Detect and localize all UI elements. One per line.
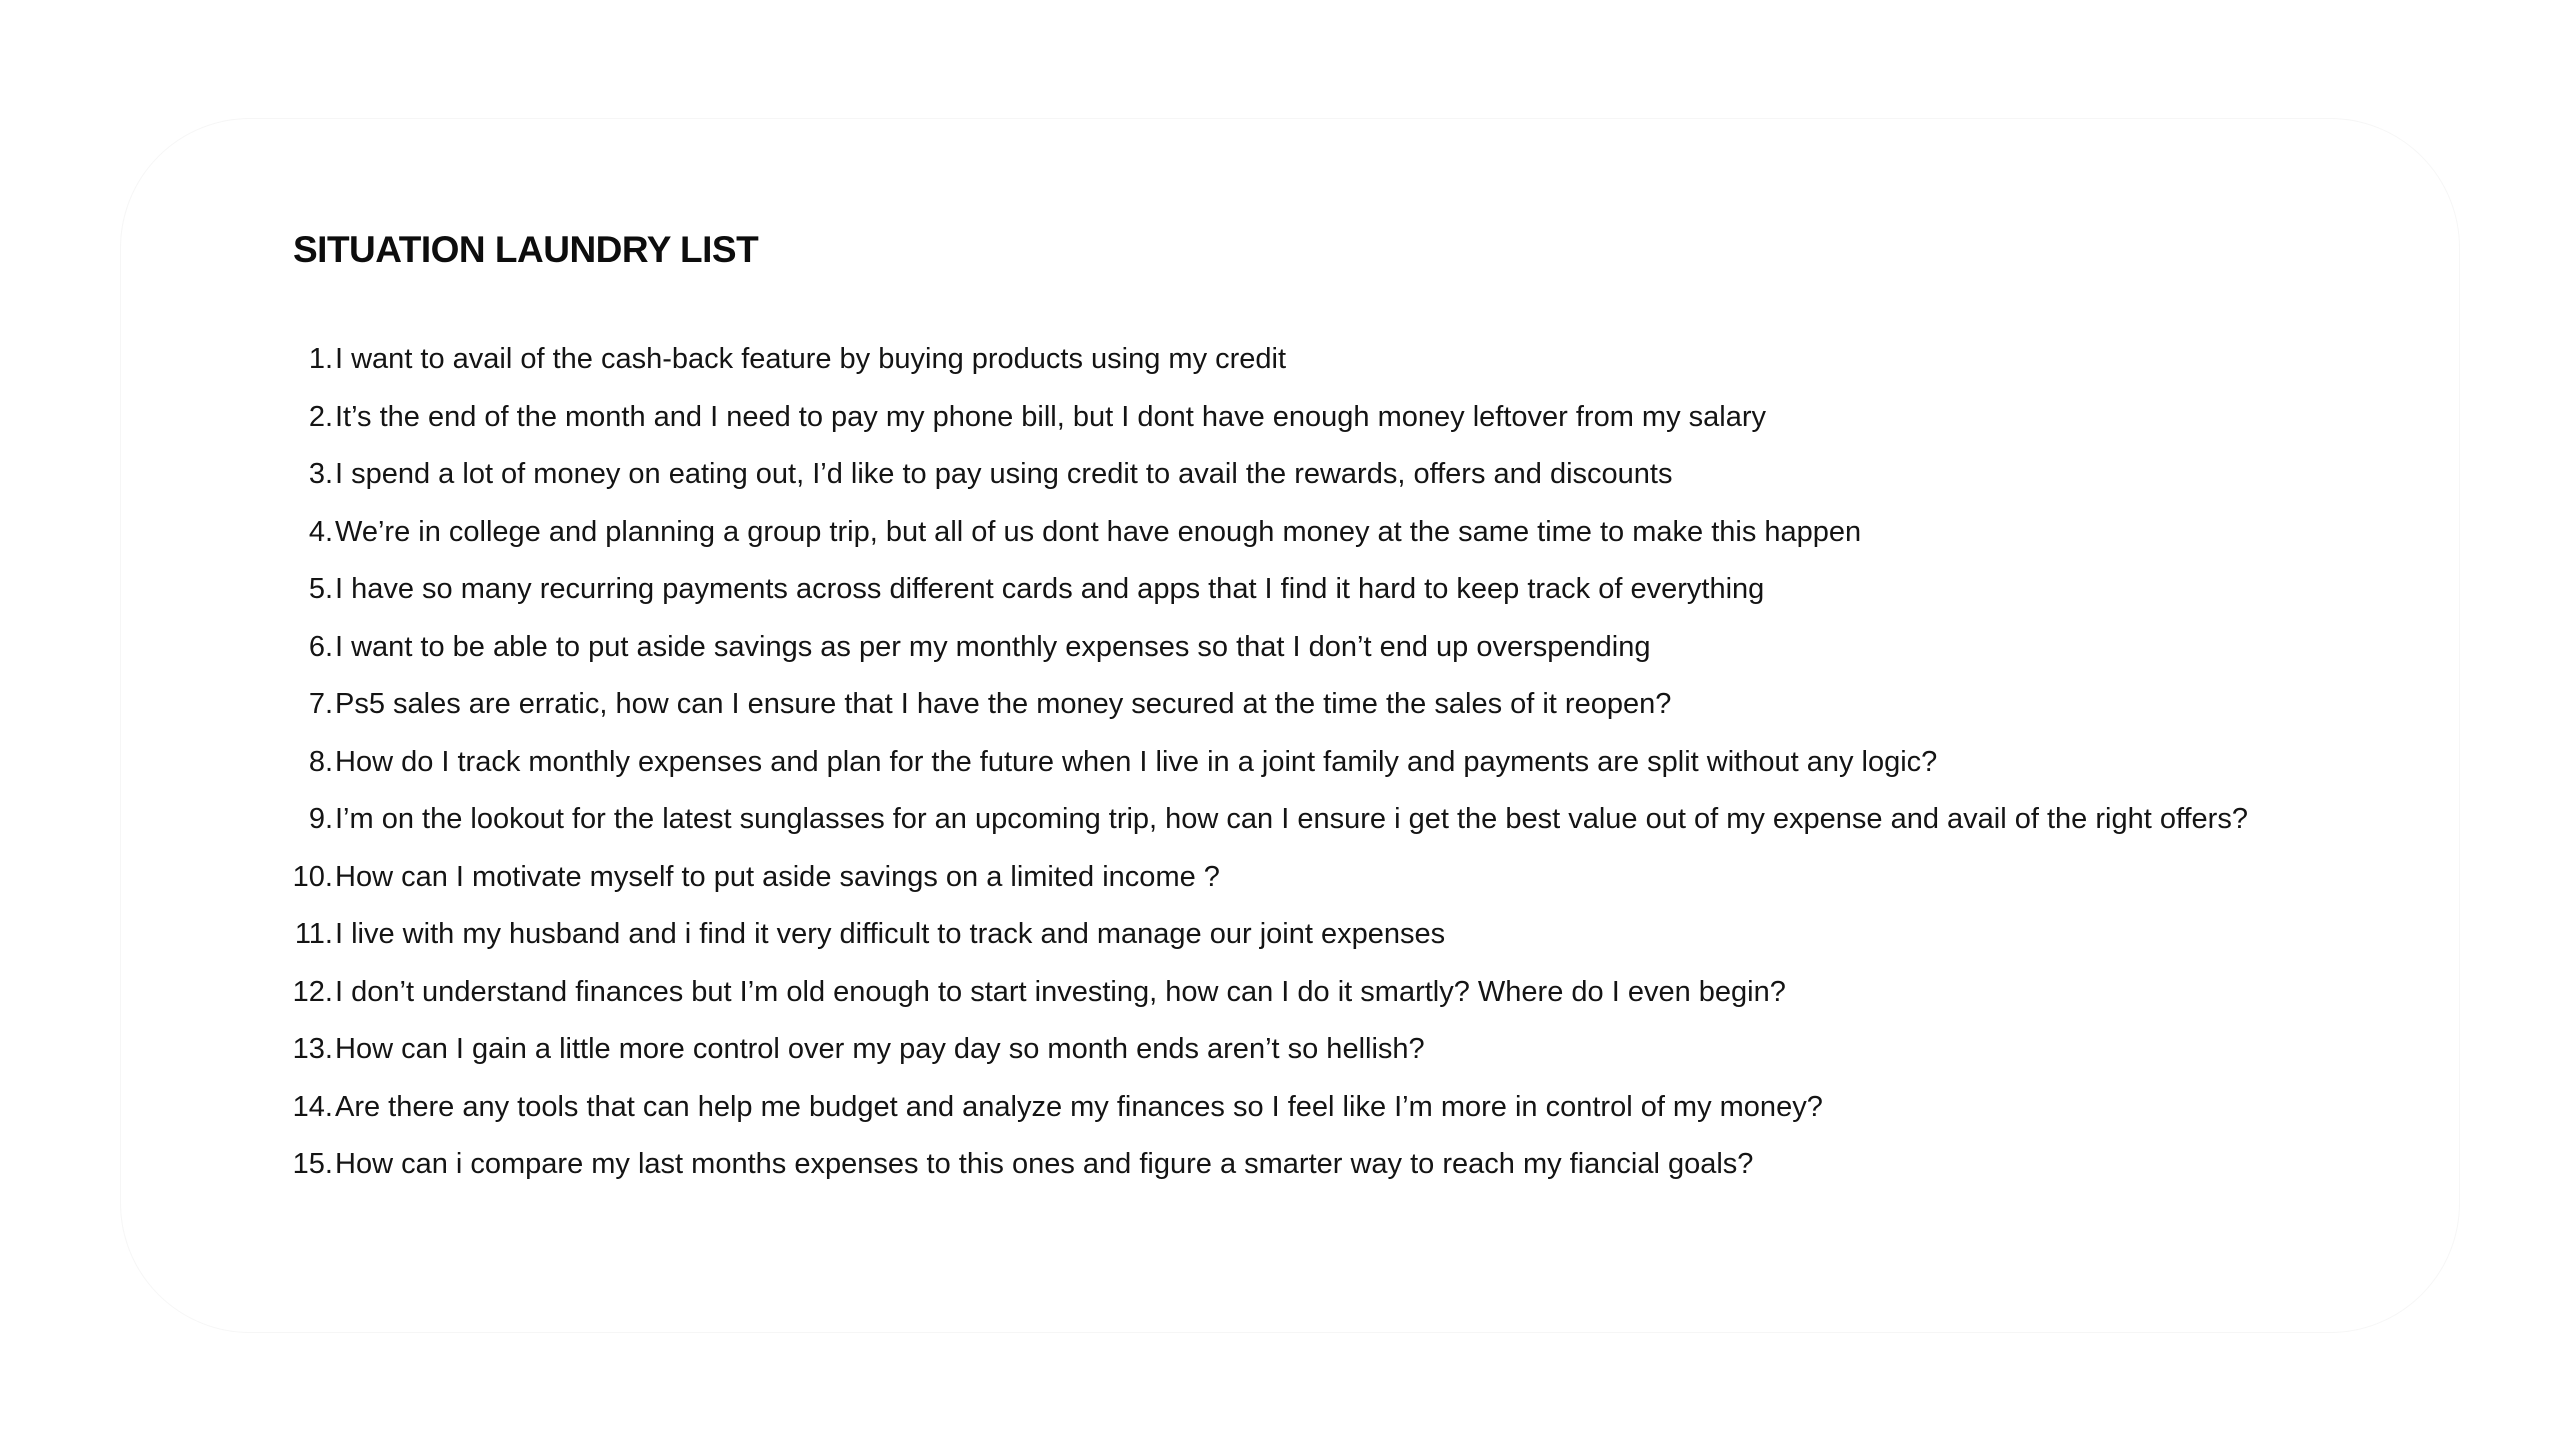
item-number: 3. [308,458,333,490]
item-text: I want to avail of the cash-back feature by buying products using my credit [335,343,1287,375]
item-text: I don’t understand finances but I’m old enough to start investing, how can I do it smartly? Where do I even begin? [335,975,1786,1008]
item-text: I live with my husband and i find it very difficult to track and manage our joint expenses [335,918,1446,950]
list-item [270,1024,2248,1082]
item-text: How can I motivate myself to put aside savings on a limited income ? [335,860,1220,893]
list-item [270,392,2248,450]
item-number: 6. [308,630,333,663]
list-item [270,564,2248,622]
item-text: How can i compare my last months expenses to this ones and figure a smarter way to reach my fiancial goals? [335,1148,1754,1180]
list-item [270,852,2248,910]
item-text: Ps5 sales are erratic, how can I ensure that I have the money secured at the time the sales of it reopen? [335,688,1672,720]
situation-list [270,334,2248,1197]
item-number: 15. [292,1148,333,1180]
item-number: 1. [308,343,333,375]
list-item [270,794,2248,852]
item-number: 4. [308,515,333,548]
list-item [270,909,2248,967]
list-item [270,679,2248,737]
item-text: I want to be able to put aside savings as per my monthly expenses so that I don’t end up overspending [335,630,1651,663]
item-text: How can I gain a little more control over my pay day so month ends aren’t so hellish? [335,1033,1425,1065]
list-item [270,737,2248,795]
item-text: We’re in college and planning a group trip, but all of us dont have enough money at the same time to make this happen [335,515,1862,548]
list-item [270,967,2248,1025]
list-item [270,507,2248,565]
item-number: 9. [308,803,333,835]
item-text: I spend a lot of money on eating out, I’d like to pay using credit to avail the rewards, offers and discounts [335,458,1673,490]
item-text: It’s the end of the month and I need to pay my phone bill, but I dont have enough money leftover from my salary [335,400,1766,433]
item-number: 14. [292,1090,333,1123]
item-number: 11. [294,918,333,950]
item-text: I’m on the lookout for the latest sunglasses for an upcoming trip, how can I ensure i get the best value out of my expense and avail of the right offers? [335,803,2248,835]
item-number: 5. [308,573,333,605]
page-title: SITUATION LAUNDRY LIST [293,229,759,270]
list-item [270,449,2248,507]
item-number: 7. [308,688,333,720]
item-number: 10. [292,860,333,893]
item-text: I have so many recurring payments across different cards and apps that I find it hard to keep track of everything [335,573,1765,605]
item-text: Are there any tools that can help me budget and analyze my finances so I feel like I’m more in control of my money? [335,1090,1823,1123]
list-item [270,1139,2248,1197]
item-number: 8. [308,745,333,778]
list-item [270,1082,2248,1140]
item-number: 2. [308,400,333,433]
item-number: 12. [292,975,333,1008]
item-number: 13. [292,1033,333,1065]
item-text: How do I track monthly expenses and plan for the future when I live in a joint family and payments are split without any logic? [335,745,1938,778]
list-item [270,334,2248,392]
list-item [270,622,2248,680]
